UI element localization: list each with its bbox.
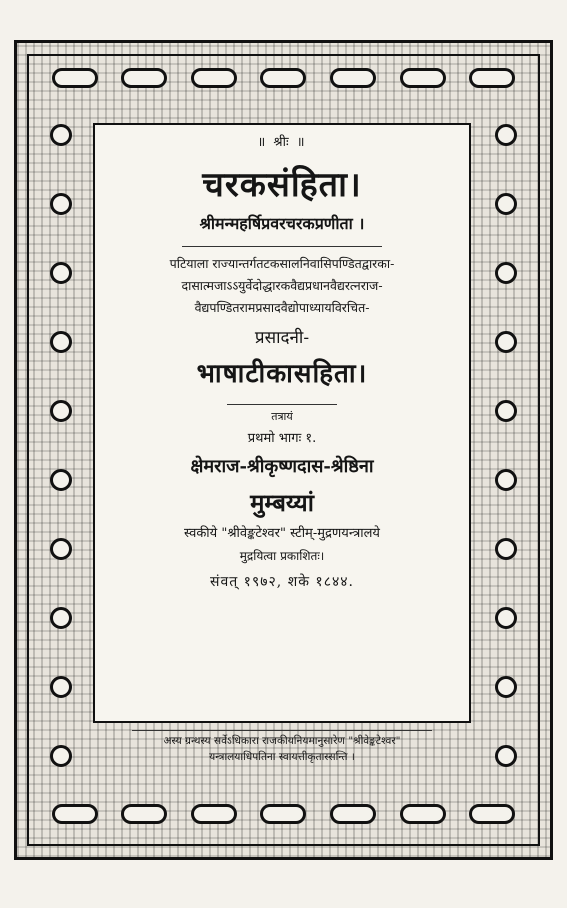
- invocation: ॥ श्रीः ॥: [257, 135, 307, 150]
- ornament-motif: [495, 193, 517, 215]
- printed-label: मुद्रयित्वा प्रकाशितः।: [239, 549, 325, 563]
- ornament-motif: [260, 804, 306, 824]
- ornament-motif: [260, 68, 306, 88]
- publication-date: संवत् १९७२, शके १८४४.: [210, 574, 354, 590]
- top-ornament-strip: [40, 64, 527, 92]
- commentary-type: भाषाटीकासहिता।: [196, 359, 368, 389]
- divider: [182, 246, 382, 247]
- part-label: प्रथमो भागः १.: [247, 431, 317, 446]
- press: स्वकीये "श्रीवेङ्कटेश्वर" स्टीम्-मुद्रणयन्त्रालये: [184, 526, 380, 541]
- ornament-motif: [50, 262, 72, 284]
- copyright-line: यन्त्रालयाधिपतिना स्वायत्तीकृतास्सन्ति ।: [209, 751, 355, 763]
- ornament-motif: [495, 676, 517, 698]
- ornament-motif: [330, 68, 376, 88]
- ornament-motif: [50, 331, 72, 353]
- publisher: क्षेमराज-श्रीकृष्णदास-श्रेष्ठिना: [190, 456, 374, 477]
- ornament-motif: [330, 804, 376, 824]
- ornament-motif: [121, 804, 167, 824]
- left-ornament-strip: [46, 100, 76, 790]
- divider: [227, 404, 337, 405]
- ornament-motif: [495, 538, 517, 560]
- commentary-name: प्रसादनी-: [254, 328, 310, 348]
- city: मुम्बय्यां: [250, 488, 314, 517]
- author-description-line: पटियाला राज्यान्तर्गतटकसालनिवासिपण्डितद्वारका-: [169, 256, 395, 271]
- author-description-line: वैद्यपण्डितरामप्रसादवैद्योपाध्यायविरचित-: [194, 300, 370, 315]
- ornament-motif: [191, 68, 237, 88]
- ornament-motif: [495, 400, 517, 422]
- ornament-motif: [191, 804, 237, 824]
- ornament-motif: [495, 607, 517, 629]
- tatra-label: तत्रायं: [271, 410, 293, 423]
- divider: [132, 730, 432, 731]
- ornament-motif: [495, 745, 517, 767]
- ornament-motif: [400, 804, 446, 824]
- ornament-motif: [495, 262, 517, 284]
- right-ornament-strip: [491, 100, 521, 790]
- author-description-line: दासात्मजाऽऽयुर्वेदोद्धारकवैद्यप्रधानवैद्यरत्नराज-: [181, 278, 383, 293]
- ornament-motif: [495, 469, 517, 491]
- copyright-notice: [96, 730, 468, 765]
- ornament-motif: [50, 538, 72, 560]
- ornament-motif: [50, 607, 72, 629]
- ornament-motif: [50, 400, 72, 422]
- book-title: चरकसंहिता।: [202, 165, 362, 205]
- ornament-motif: [469, 804, 515, 824]
- bottom-ornament-strip: [40, 800, 527, 828]
- ornament-motif: [495, 124, 517, 146]
- ornament-motif: [52, 68, 98, 88]
- ornament-motif: [52, 804, 98, 824]
- ornament-motif: [469, 68, 515, 88]
- ornament-motif: [50, 193, 72, 215]
- ornament-motif: [50, 745, 72, 767]
- ornament-motif: [50, 676, 72, 698]
- title-block: [96, 128, 468, 591]
- ornament-motif: [495, 331, 517, 353]
- book-subtitle: श्रीमन्महर्षिप्रवरचरकप्रणीता ।: [199, 214, 365, 233]
- ornament-motif: [50, 124, 72, 146]
- ornament-motif: [400, 68, 446, 88]
- ornament-motif: [50, 469, 72, 491]
- copyright-line: अस्य ग्रन्थस्य सर्वेऽधिकारा राजकीयनियमानुसारेण "श्रीवेङ्कटेश्वर": [163, 735, 401, 747]
- ornament-motif: [121, 68, 167, 88]
